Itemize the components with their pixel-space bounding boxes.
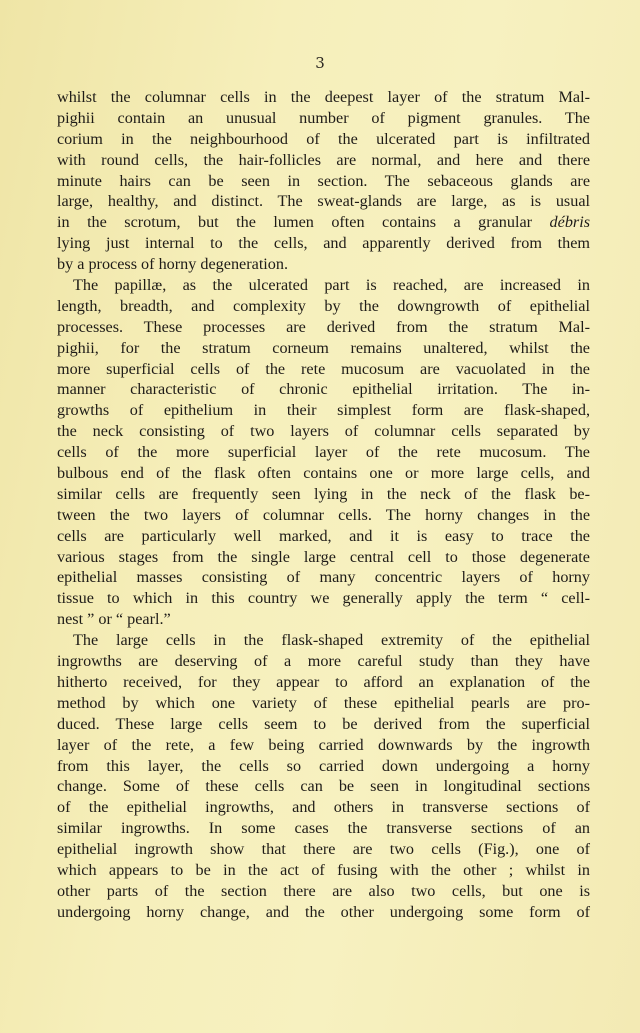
text-line xyxy=(57,421,590,442)
text-line xyxy=(57,171,590,192)
text-line xyxy=(57,567,590,588)
text-line xyxy=(57,693,590,714)
text-line xyxy=(57,776,590,797)
page-number: 3 xyxy=(315,54,325,72)
text-line-content: change. Some of these cells can be seen in longitudinal sections xyxy=(57,777,590,796)
text-line-content: The large cells in the flask-shaped extremity of the epithelial xyxy=(73,631,590,650)
text-line-content: which appears to be in the act of fusing with the other ; whilst in xyxy=(57,860,590,879)
text-line xyxy=(57,714,590,735)
text-line xyxy=(57,609,590,630)
text-line-content: similar cells are frequently seen lying in the neck of the flask be- xyxy=(57,484,590,503)
text-line-content: with round cells, the hair-follicles are normal, and here and there xyxy=(57,150,590,169)
text-line-content: length, breadth, and complexity by the downgrowth of epithelial xyxy=(57,296,590,315)
text-line xyxy=(57,296,590,317)
text-line xyxy=(57,839,590,860)
text-line-content: ingrowths are deserving of a more careful study than they have xyxy=(57,652,590,671)
text-line-content: tween the two layers of columnar cells. The horny changes in the xyxy=(57,505,590,524)
text-line xyxy=(57,902,590,923)
text-line-content: large, healthy, and distinct. The sweat-glands are large, as is usual xyxy=(57,192,590,211)
text-line-content: corium in the neighbourhood of the ulcerated part is infiltrated xyxy=(57,129,590,148)
text-line-content: tissue to which in this country we generally apply the term “ cell- xyxy=(57,589,590,608)
text-line-content: method by which one variety of these epithelial pearls are pro- xyxy=(57,693,590,712)
text-line-content: other parts of the section there are also two cells, but one is xyxy=(57,881,590,900)
text-line xyxy=(57,233,590,254)
text-line-content: hitherto received, for they appear to afford an explanation of the xyxy=(57,672,590,691)
text-line xyxy=(57,505,590,526)
text-line-content: duced. These large cells seem to be derived from the superficial xyxy=(57,714,590,733)
text-line-content: nest ” or “ pearl.” xyxy=(57,610,171,629)
text-line-content: undergoing horny change, and the other undergoing some form of xyxy=(57,902,590,921)
text-line-content: more superficial cells of the rete mucosum are vacuolated in the xyxy=(57,359,590,378)
text-line xyxy=(57,275,590,296)
text-line xyxy=(57,129,590,150)
text-line xyxy=(57,379,590,400)
text-line-content: processes. These processes are derived from the stratum Mal- xyxy=(57,317,590,336)
text-line-content: The papillæ, as the ulcerated part is reached, are increased in xyxy=(73,276,590,295)
text-line xyxy=(57,735,590,756)
text-line xyxy=(57,881,590,902)
text-line xyxy=(57,526,590,547)
body-text xyxy=(57,87,590,923)
text-line xyxy=(57,860,590,881)
text-line xyxy=(57,87,590,108)
text-line-content: pighii contain an unusual number of pigment granules. The xyxy=(57,108,590,127)
text-line xyxy=(57,317,590,338)
italic-term: débris xyxy=(549,213,591,232)
text-line-content: bulbous end of the flask often contains one or more large cells, and xyxy=(57,464,590,483)
text-line xyxy=(57,818,590,839)
text-line-content: cells of the more superficial layer of the rete mucosum. The xyxy=(57,443,590,462)
text-line xyxy=(57,463,590,484)
text-line-content: cells are particularly well marked, and it is easy to trace the xyxy=(57,526,590,545)
text-line-content: from this layer, the cells so carried down undergoing a horny xyxy=(57,756,590,775)
text-line-content: pighii, for the stratum corneum remains unaltered, whilst the xyxy=(57,338,590,357)
text-line xyxy=(57,212,590,233)
text-line-content: manner characteristic of chronic epithelial irritation. The in- xyxy=(57,380,590,399)
text-line xyxy=(57,756,590,777)
text-line-content: the neck consisting of two layers of columnar cells separated by xyxy=(57,422,590,441)
text-line-content: layer of the rete, a few being carried downwards by the ingrowth xyxy=(57,735,590,754)
text-line xyxy=(57,359,590,380)
text-line xyxy=(57,630,590,651)
text-line-content: epithelial masses consisting of many concentric layers of horny xyxy=(57,568,590,587)
text-line xyxy=(57,254,590,275)
text-line-content: growths of epithelium in their simplest form are flask-shaped, xyxy=(57,401,590,420)
text-line-content: of the epithelial ingrowths, and others in transverse sections of xyxy=(57,798,590,817)
text-line xyxy=(57,191,590,212)
text-line-content: epithelial ingrowth show that there are two cells (Fig.), one of xyxy=(57,840,590,859)
text-line xyxy=(57,484,590,505)
text-line-content: whilst the columnar cells in the deepest layer of the stratum Mal- xyxy=(57,88,590,106)
text-line-content: by a process of horny degeneration. xyxy=(57,255,289,274)
text-line xyxy=(57,672,590,693)
text-line-content: lying just internal to the cells, and apparently derived from them xyxy=(57,234,590,253)
text-line-content: in the scrotum, but the lumen often contains a granular xyxy=(57,213,533,232)
text-line xyxy=(57,651,590,672)
text-line-content: similar ingrowths. In some cases the transverse sections of an xyxy=(57,819,590,838)
text-line xyxy=(57,797,590,818)
text-line xyxy=(57,400,590,421)
text-line xyxy=(57,442,590,463)
text-line xyxy=(57,338,590,359)
text-line xyxy=(57,588,590,609)
text-line xyxy=(57,108,590,129)
text-line xyxy=(57,150,590,171)
text-line-content: various stages from the single large central cell to those degenerate xyxy=(57,547,590,566)
text-line xyxy=(57,547,590,568)
text-line-content: minute hairs can be seen in section. The sebaceous glands are xyxy=(57,171,590,190)
